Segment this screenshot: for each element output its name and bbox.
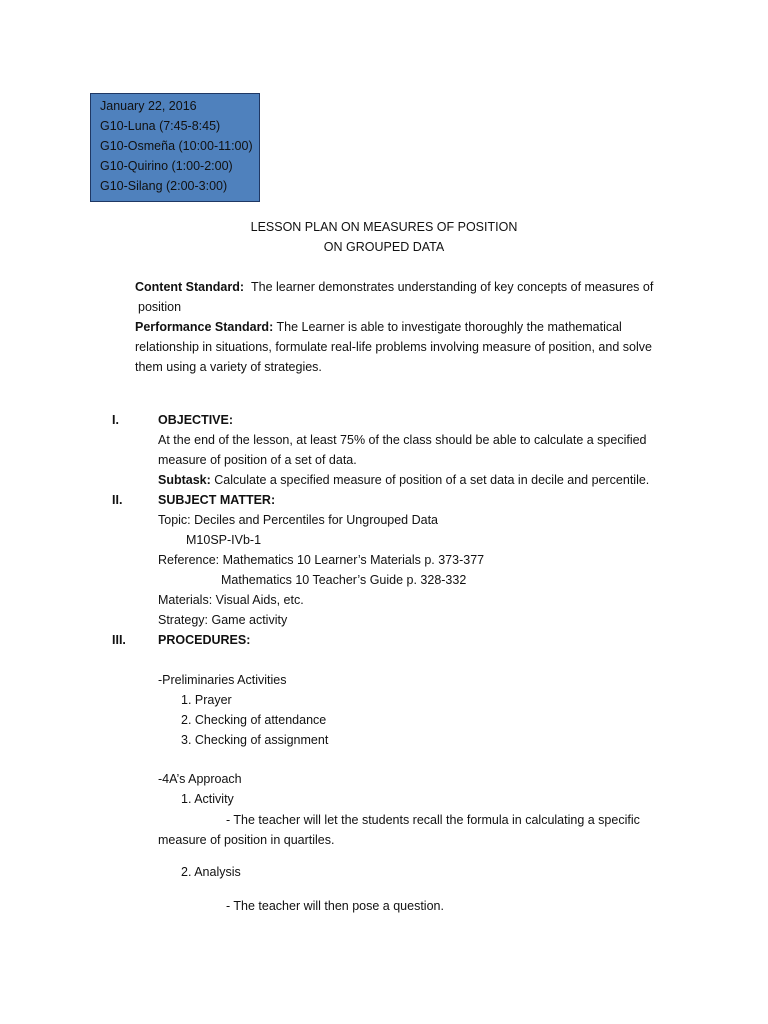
topic: Topic: Deciles and Percentiles for Ungrouped Data [158, 513, 439, 527]
materials: Materials: Visual Aids, etc. [158, 593, 304, 607]
list-item: 2. Checking of attendance [181, 713, 327, 727]
section-numeral: II. [112, 493, 123, 507]
content-standard-label: Content Standard: [135, 280, 245, 294]
subject-matter-heading: SUBJECT MATTER: [158, 493, 276, 507]
subtask-label: Subtask: [158, 473, 211, 487]
reference-cont: Mathematics 10 Teacher’s Guide p. 328-332 [221, 573, 467, 587]
approach-heading: -4A’s Approach [158, 772, 242, 786]
performance-standard-text-cont: relationship in situations, formulate real-life problems involving measure of position, and solve [135, 340, 652, 354]
title-line-2: ON GROUPED DATA [323, 240, 445, 254]
subtask [158, 470, 649, 490]
activity-text-cont: measure of position in quartiles. [158, 833, 335, 847]
analysis-text: - The teacher will then pose a question. [226, 899, 444, 913]
performance-standard [135, 317, 622, 337]
list-item: 1. Prayer [181, 693, 232, 707]
schedule-box [90, 93, 260, 202]
activity-text: - The teacher will let the students recall the formula in calculating a specific [226, 813, 640, 827]
analysis-heading: 2. Analysis [181, 865, 241, 879]
content-standard-text: The learner demonstrates understanding of key concepts of measures of [250, 280, 654, 294]
reference: Reference: Mathematics 10 Learner’s Materials p. 373-377 [158, 553, 485, 567]
content-standard-text-cont: position [138, 300, 182, 314]
section-numeral: I. [112, 413, 119, 427]
preliminaries-heading: -Preliminaries Activities [158, 673, 287, 687]
title-line-1: LESSON PLAN ON MEASURES OF POSITION [250, 220, 518, 234]
schedule-entry: G10-Osmeña (10:00-11:00) [100, 139, 253, 153]
schedule-entry: G10-Silang (2:00-3:00) [100, 179, 228, 193]
schedule-entry: G10-Luna (7:45-8:45) [100, 119, 221, 133]
schedule-date: January 22, 2016 [100, 99, 197, 113]
performance-standard-text: The Learner is able to investigate thoroughly the mathematical [276, 320, 622, 334]
performance-standard-text-cont: them using a variety of strategies. [135, 360, 322, 374]
list-item: 3. Checking of assignment [181, 733, 329, 747]
objective-text: At the end of the lesson, at least 75% of the class should be able to calculate a specified [158, 433, 647, 447]
objective-text-cont: measure of position of a set of data. [158, 453, 357, 467]
competency-code: M10SP-IVb-1 [186, 533, 262, 547]
content-standard [135, 277, 653, 297]
objective-heading: OBJECTIVE: [158, 413, 234, 427]
strategy: Strategy: Game activity [158, 613, 288, 627]
section-numeral: III. [112, 633, 126, 647]
activity-heading: 1. Activity [181, 792, 234, 806]
schedule-entry: G10-Quirino (1:00-2:00) [100, 159, 233, 173]
procedures-heading: PROCEDURES: [158, 633, 251, 647]
subtask-text: Calculate a specified measure of position of a set data in decile and percentile. [214, 473, 650, 487]
performance-standard-label: Performance Standard: [135, 320, 274, 334]
